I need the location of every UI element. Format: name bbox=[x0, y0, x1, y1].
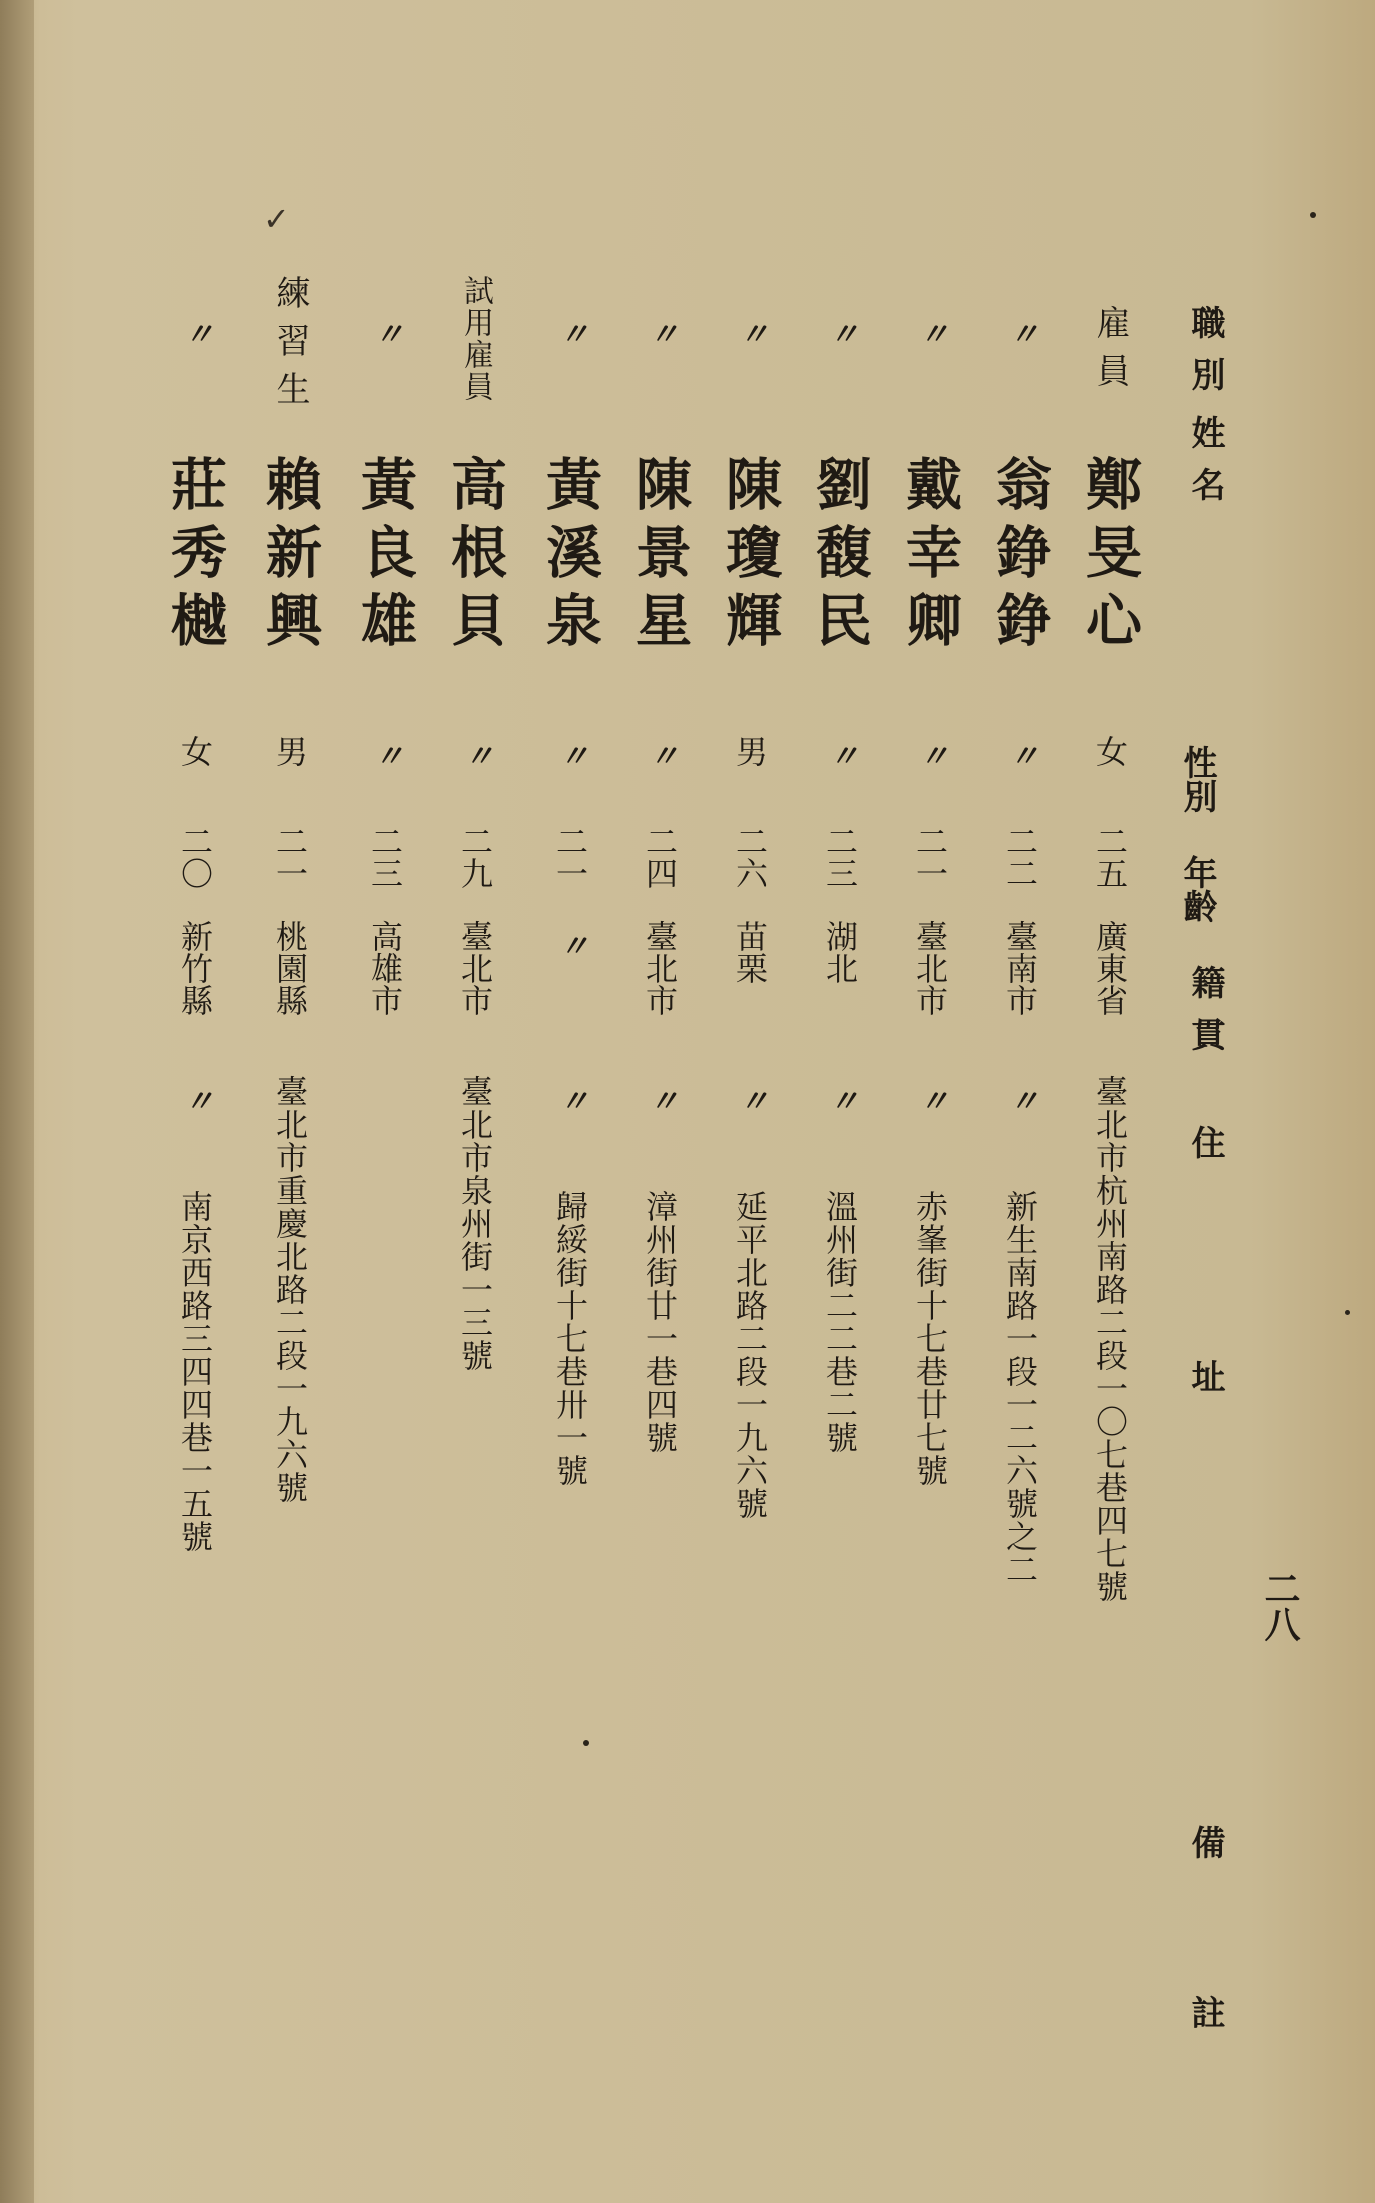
row-origin: 桃園縣 bbox=[271, 920, 309, 1016]
row-name: 劉馥民 bbox=[807, 455, 873, 659]
header-note-1: 備 bbox=[1185, 1825, 1225, 1877]
page-number: 二八 bbox=[1259, 1570, 1301, 1642]
row-role: 〃 bbox=[643, 318, 678, 348]
row-sex: 男 bbox=[731, 735, 769, 767]
row-sex: 女 bbox=[1091, 735, 1129, 767]
row-address: 延平北路二段一九六號 bbox=[731, 1190, 769, 1520]
row-role: 試用雇員 bbox=[458, 275, 493, 403]
row-role: 練習生 bbox=[270, 275, 310, 419]
row-name: 莊秀樾 bbox=[162, 455, 228, 659]
row-origin: 苗栗 bbox=[731, 920, 769, 984]
row-sex: 〃 bbox=[643, 740, 678, 770]
row-origin: 〃 bbox=[553, 930, 588, 960]
row-address: 溫州街二二巷二號 bbox=[821, 1190, 859, 1454]
row-origin: 新竹縣 bbox=[176, 920, 214, 1016]
header-note-2: 註 bbox=[1185, 1995, 1225, 2047]
ink-spot bbox=[1310, 212, 1316, 218]
row-origin: 臺北市 bbox=[641, 920, 679, 1016]
address-ditto: 〃 bbox=[1003, 1085, 1038, 1115]
row-sex: 〃 bbox=[823, 740, 858, 770]
row-address: 臺北市杭州南路二段一〇七巷四七號 bbox=[1091, 1075, 1129, 1603]
row-name: 陳瓊輝 bbox=[717, 455, 783, 659]
row-name: 戴幸卿 bbox=[897, 455, 963, 659]
row-age: 二一 bbox=[551, 825, 589, 889]
row-origin: 臺南市 bbox=[1001, 920, 1039, 1016]
row-age: 二一 bbox=[911, 825, 949, 889]
row-sex: 〃 bbox=[458, 740, 493, 770]
header-origin: 籍貫 bbox=[1185, 965, 1225, 1069]
row-origin: 廣東省 bbox=[1091, 920, 1129, 1016]
row-age: 二三 bbox=[366, 825, 404, 889]
row-role: 雇員 bbox=[1090, 305, 1130, 401]
row-origin: 臺北市 bbox=[456, 920, 494, 1016]
row-name: 黃溪泉 bbox=[537, 455, 603, 659]
row-address: 臺北市重慶北路二段一九六號 bbox=[271, 1075, 309, 1504]
row-age: 二二 bbox=[1001, 825, 1039, 889]
row-role: 〃 bbox=[178, 318, 213, 348]
address-ditto: 〃 bbox=[913, 1085, 948, 1115]
row-name: 高根貝 bbox=[442, 455, 508, 659]
row-role: 〃 bbox=[913, 318, 948, 348]
row-age: 二三 bbox=[821, 825, 859, 889]
row-age: 二〇 bbox=[176, 825, 214, 889]
row-name: 鄭旻心 bbox=[1077, 455, 1143, 659]
header-address: 住址 bbox=[1185, 1125, 1225, 1593]
row-address: 臺北市泉州街一三號 bbox=[456, 1075, 494, 1372]
row-sex: 〃 bbox=[913, 740, 948, 770]
row-age: 二五 bbox=[1091, 825, 1129, 889]
row-role: 〃 bbox=[1003, 318, 1038, 348]
row-age: 二四 bbox=[641, 825, 679, 889]
row-address: 赤峯街十七巷廿七號 bbox=[911, 1190, 949, 1487]
row-age: 二六 bbox=[731, 825, 769, 889]
row-sex: 男 bbox=[271, 735, 309, 767]
row-name: 賴新興 bbox=[257, 455, 323, 659]
row-name: 黃良雄 bbox=[352, 455, 418, 659]
check-mark-icon: ✓ bbox=[263, 200, 290, 238]
row-address: 漳州街廿一巷四號 bbox=[641, 1190, 679, 1454]
header-sex: 性別 bbox=[1177, 745, 1217, 813]
address-ditto: 〃 bbox=[553, 1085, 588, 1115]
row-address: 南京西路三四四巷一五號 bbox=[176, 1190, 214, 1553]
row-address: 歸綏街十七巷卅一號 bbox=[551, 1190, 589, 1487]
row-sex: 女 bbox=[176, 735, 214, 767]
binding-gutter bbox=[0, 0, 34, 2203]
ink-spot bbox=[1345, 1310, 1350, 1315]
row-sex: 〃 bbox=[368, 740, 403, 770]
row-role: 〃 bbox=[553, 318, 588, 348]
address-ditto: 〃 bbox=[823, 1085, 858, 1115]
row-role: 〃 bbox=[368, 318, 403, 348]
ink-spot bbox=[583, 1740, 589, 1746]
header-age: 年齡 bbox=[1177, 855, 1217, 923]
row-role: 〃 bbox=[823, 318, 858, 348]
row-sex: 〃 bbox=[1003, 740, 1038, 770]
row-origin: 湖北 bbox=[821, 920, 859, 984]
header-role: 職別 bbox=[1185, 305, 1225, 409]
row-origin: 臺北市 bbox=[911, 920, 949, 1016]
row-role: 〃 bbox=[733, 318, 768, 348]
row-name: 陳景星 bbox=[627, 455, 693, 659]
row-age: 二一 bbox=[271, 825, 309, 889]
row-origin: 高雄市 bbox=[366, 920, 404, 1016]
header-name: 姓名 bbox=[1185, 415, 1225, 519]
row-sex: 〃 bbox=[553, 740, 588, 770]
address-ditto: 〃 bbox=[733, 1085, 768, 1115]
row-name: 翁錚錚 bbox=[987, 455, 1053, 659]
row-address: 新生南路一段一二六號之二 bbox=[1001, 1190, 1039, 1586]
address-ditto: 〃 bbox=[178, 1085, 213, 1115]
row-age: 二九 bbox=[456, 825, 494, 889]
address-ditto: 〃 bbox=[643, 1085, 678, 1115]
